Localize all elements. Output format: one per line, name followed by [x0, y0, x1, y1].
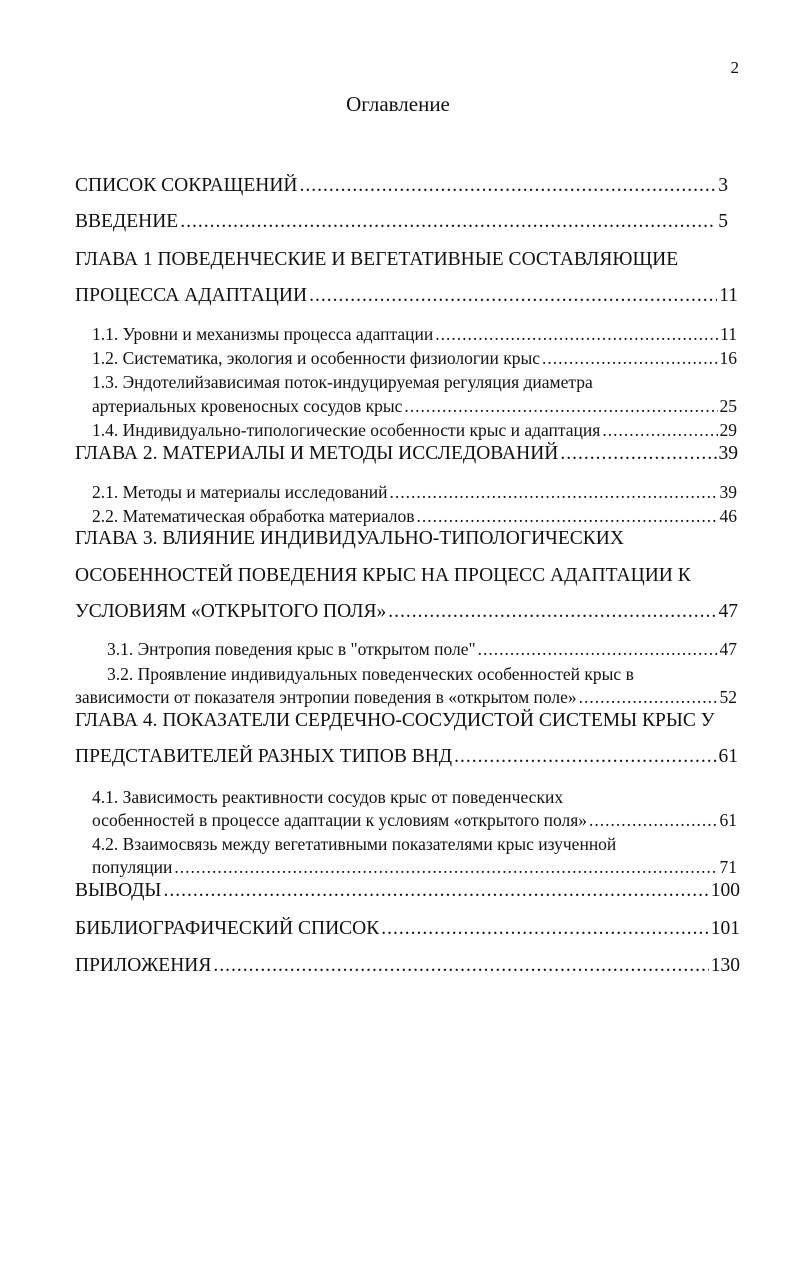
dot-leader — [213, 955, 708, 977]
toc-page-number: 46 — [719, 506, 737, 526]
toc-entry-section-3-1[interactable] — [107, 639, 737, 660]
toc-entry-section-1-3[interactable] — [92, 396, 737, 417]
toc-entry-label: популяции — [92, 857, 173, 877]
toc-entry-label: 2.2. Математическая обработка материалов — [92, 506, 415, 526]
toc-entry-chapter-3[interactable] — [75, 601, 738, 623]
toc-entry-label: ПРИЛОЖЕНИЯ — [75, 955, 212, 976]
toc-page-number: 71 — [719, 857, 737, 877]
toc-section-4-2-line1: 4.2. Взаимосвязь между вегетативными показателями крыс изученной — [92, 834, 617, 854]
toc-page-number: 61 — [718, 746, 738, 767]
toc-entry-section-4-1[interactable] — [92, 810, 737, 831]
toc-entry-section-2-2[interactable] — [92, 506, 737, 527]
toc-page-number: 52 — [719, 687, 737, 707]
dot-leader — [602, 420, 717, 441]
dot-leader — [381, 918, 709, 940]
toc-entry-chapter-2[interactable] — [75, 443, 738, 465]
toc-page-number: 25 — [719, 396, 737, 416]
toc-section-3-2-line1: 3.2. Проявление индивидуальных поведенческих особенностей крыс в — [107, 664, 634, 684]
toc-page-number: 29 — [719, 420, 737, 440]
dot-leader — [435, 324, 718, 345]
toc-entry-chapter-4[interactable] — [75, 746, 738, 768]
toc-entry-label: ВЫВОДЫ — [75, 880, 162, 901]
dot-leader — [454, 746, 716, 768]
toc-page-number: 3 — [718, 175, 728, 196]
dot-leader — [478, 639, 718, 660]
toc-entry-section-1-2[interactable] — [92, 348, 737, 369]
dot-leader — [300, 175, 717, 197]
toc-entry-introduction[interactable] — [75, 211, 728, 233]
dot-leader — [163, 880, 708, 902]
toc-chapter-3-line2: ОСОБЕННОСТЕЙ ПОВЕДЕНИЯ КРЫС НА ПРОЦЕСС АДАПТАЦИИ К — [75, 565, 691, 586]
dot-leader — [542, 348, 718, 369]
toc-entry-label: зависимости от показателя энтропии поведения в «открытом поле» — [75, 687, 577, 707]
dot-leader — [389, 482, 717, 503]
toc-entry-section-1-1[interactable] — [92, 324, 737, 345]
toc-entry-label: СПИСОК СОКРАЩЕНИЙ — [75, 175, 298, 196]
dot-leader — [404, 396, 717, 417]
toc-entry-label: ГЛАВА 2. МАТЕРИАЛЫ И МЕТОДЫ ИССЛЕДОВАНИЙ — [75, 443, 559, 464]
toc-entry-conclusions[interactable] — [75, 880, 740, 902]
toc-entry-label: БИБЛИОГРАФИЧЕСКИЙ СПИСОК — [75, 918, 380, 939]
toc-entry-label: артериальных кровеносных сосудов крыс — [92, 396, 403, 416]
toc-page-number: 130 — [710, 955, 740, 976]
toc-entry-label: особенностей в процессе адаптации к условиям «открытого поля» — [92, 810, 587, 830]
toc-entry-label: ПРЕДСТАВИТЕЛЕЙ РАЗНЫХ ТИПОВ ВНД — [75, 746, 453, 767]
toc-entry-section-2-1[interactable] — [92, 482, 737, 503]
toc-entry-appendices[interactable] — [75, 955, 740, 977]
toc-entry-label: 1.2. Систематика, экология и особенности физиологии крыс — [92, 348, 540, 368]
toc-page-number: 39 — [718, 443, 738, 464]
page-number: 2 — [730, 58, 739, 77]
toc-page-number: 47 — [719, 639, 737, 659]
toc-entry-label: 1.1. Уровни и механизмы процесса адаптации — [92, 324, 434, 344]
toc-entry-label: 1.4. Индивидуально-типологические особенности крыс и адаптация — [92, 420, 601, 440]
dot-leader — [180, 211, 716, 233]
dot-leader — [560, 443, 716, 465]
dot-leader — [589, 810, 718, 831]
toc-section-4-1-line1: 4.1. Зависимость реактивности сосудов крыс от поведенческих — [92, 787, 564, 807]
toc-title: Оглавление — [346, 92, 450, 116]
toc-page-number: 11 — [720, 324, 737, 344]
toc-entry-abbreviations[interactable] — [75, 175, 728, 197]
dot-leader — [309, 285, 717, 307]
toc-entry-label: 2.1. Методы и материалы исследований — [92, 482, 388, 502]
toc-entry-section-1-4[interactable] — [92, 420, 737, 441]
toc-page-number: 101 — [710, 918, 740, 939]
dot-leader — [579, 687, 718, 708]
toc-entry-label: ВВЕДЕНИЕ — [75, 211, 179, 232]
toc-entry-bibliography[interactable] — [75, 918, 740, 940]
dot-leader — [174, 857, 717, 878]
toc-page-number: 16 — [719, 348, 737, 368]
toc-chapter-1-line1: ГЛАВА 1 ПОВЕДЕНЧЕСКИЕ И ВЕГЕТАТИВНЫЕ СОСТАВЛЯЮЩИЕ — [75, 249, 679, 270]
dot-leader — [388, 601, 716, 623]
toc-chapter-4-line1: ГЛАВА 4. ПОКАЗАТЕЛИ СЕРДЕЧНО-СОСУДИСТОЙ СИСТЕМЫ КРЫС У — [75, 710, 715, 731]
toc-page-number: 5 — [718, 211, 728, 232]
toc-section-1-3-line1: 1.3. Эндотелийзависимая поток-индуцируемая регуляция диаметра — [92, 372, 593, 392]
toc-page-number: 11 — [719, 285, 738, 306]
toc-page-number: 39 — [719, 482, 737, 502]
dot-leader — [417, 506, 718, 527]
toc-page-number: 100 — [710, 880, 740, 901]
toc-entry-label: ПРОЦЕССА АДАПТАЦИИ — [75, 285, 308, 306]
toc-page-number: 61 — [719, 810, 737, 830]
toc-chapter-3-line1: ГЛАВА 3. ВЛИЯНИЕ ИНДИВИДУАЛЬНО-ТИПОЛОГИЧЕСКИХ — [75, 528, 624, 549]
toc-entry-chapter-1[interactable] — [75, 285, 738, 307]
toc-entry-section-4-2[interactable] — [92, 857, 737, 878]
toc-entry-section-3-2[interactable] — [75, 687, 737, 708]
toc-entry-label: 3.1. Энтропия поведения крыс в "открытом поле" — [107, 639, 476, 659]
toc-page-number: 47 — [718, 601, 738, 622]
toc-entry-label: УСЛОВИЯМ «ОТКРЫТОГО ПОЛЯ» — [75, 601, 387, 622]
